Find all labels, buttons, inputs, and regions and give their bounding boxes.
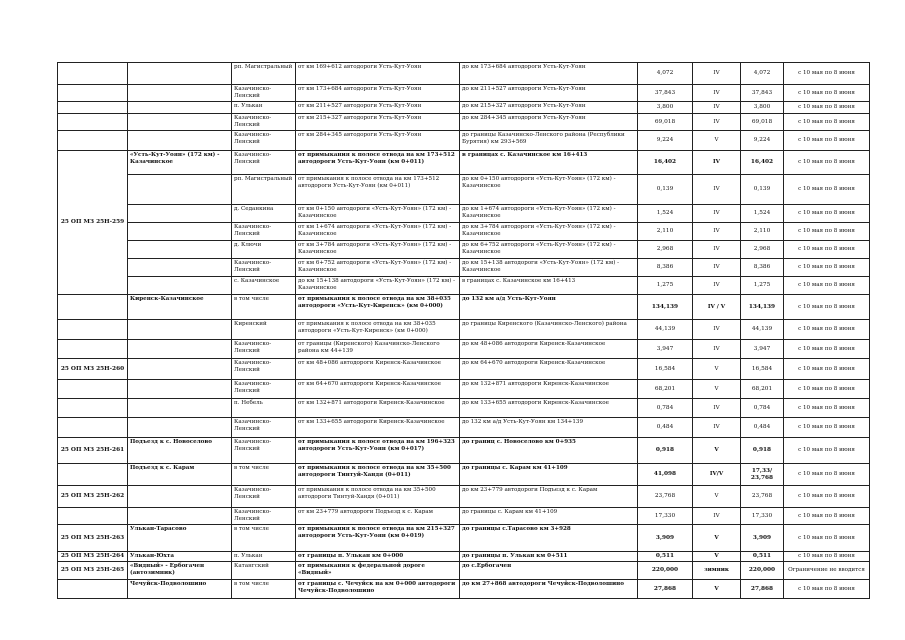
restricted-length-cell: 17,330 [741, 508, 784, 525]
segment-end-cell: до км 1+674 автодороги «Усть-Кут-Уоян» (172 км) - Казачинское [460, 205, 638, 223]
restriction-period-cell: с 10 мая по 8 июня [784, 295, 870, 320]
segment-start-cell: от км 284+345 автодороги Усть-Кут-Уоян [296, 131, 460, 151]
restricted-length-cell: 3,800 [741, 102, 784, 114]
restriction-period-cell: с 10 мая по 8 июня [784, 320, 870, 340]
restriction-period-cell: с 10 мая по 8 июня [784, 508, 870, 525]
road-name-cell [128, 223, 232, 241]
table-row [58, 340, 870, 359]
segment-end-cell: до границы с.Тарасово км 3+928 [460, 525, 638, 552]
restriction-period-cell: с 10 мая по 8 июня [784, 525, 870, 552]
restricted-length-cell: 0,484 [741, 418, 784, 438]
category-cell: IV [693, 175, 741, 205]
category-cell: IV [693, 418, 741, 438]
segment-start-cell: от примыкания к полосе отвода на км 35+500 автодороги Тинтуй-Хандя (0+011) [296, 464, 460, 486]
table-row [58, 508, 870, 525]
length-cell: 220,000 [638, 562, 693, 580]
category-cell: IV [693, 85, 741, 102]
segment-start-cell: от км 1+674 автодороги «Усть-Кут-Уоян» (172 км) - Казачинское [296, 223, 460, 241]
segment-end-cell: до км 215+327 автодороги Усть-Кут-Уоян [460, 102, 638, 114]
restricted-length-cell: 27,868 [741, 580, 784, 599]
road-code-cell [58, 380, 128, 399]
category-cell: IV [693, 241, 741, 259]
road-name-cell: Подъезд к с. Карам [128, 464, 232, 486]
segment-start-cell: от км 133+655 автодороги Киренск-Казачинское [296, 418, 460, 438]
restriction-period-cell: с 10 мая по 8 июня [784, 340, 870, 359]
table-row [58, 438, 870, 464]
length-cell: 0,784 [638, 399, 693, 418]
segment-end-cell: до границы Киренского (Казачинско-Ленского) района [460, 320, 638, 340]
restricted-length-cell: 68,201 [741, 380, 784, 399]
restricted-length-cell: 44,139 [741, 320, 784, 340]
road-code-cell: 25 ОП МЗ 25Н-261 [58, 438, 128, 464]
segment-end-cell: до км 0+150 автодороги «Усть-Кут-Уоян» (172 км) - Казачинское [460, 175, 638, 205]
road-name-cell [128, 380, 232, 399]
segment-end-cell: до границ с. Новоселово км 0+935 [460, 438, 638, 464]
category-cell: IV [693, 151, 741, 175]
length-cell: 23,768 [638, 486, 693, 508]
restricted-length-cell: 3,909 [741, 525, 784, 552]
segment-start-cell: от км 211+527 автодороги Усть-Кут-Уоян [296, 102, 460, 114]
restricted-length-cell: 0,511 [741, 552, 784, 562]
district-cell: п. Улькан [232, 552, 296, 562]
segment-end-cell: до км 6+752 автодороги «Усть-Кут-Уоян» (172 км) - Казачинское [460, 241, 638, 259]
road-name-cell: «Усть-Кут-Уоян» (172 км) - Казачинское [128, 151, 232, 175]
category-cell: IV/V [693, 464, 741, 486]
category-cell: IV [693, 63, 741, 85]
category-cell: V [693, 580, 741, 599]
restriction-period-cell: с 10 мая по 8 июня [784, 359, 870, 380]
district-cell: Казачинско-Ленский [232, 259, 296, 277]
restriction-period-cell: с 10 мая по 8 июня [784, 241, 870, 259]
segment-start-cell: от км 173+684 автодороги Усть-Кут-Уоян [296, 85, 460, 102]
segment-start-cell: от примыкания к полосе отвода на км 173+512 автодороги Усть-Кут-Уоян (км 0+011) [296, 175, 460, 205]
length-cell: 0,484 [638, 418, 693, 438]
length-cell: 3,909 [638, 525, 693, 552]
restricted-length-cell: 4,072 [741, 63, 784, 85]
segment-end-cell: до км 15+138 автодороги «Усть-Кут-Уоян» (172 км) - Казачинское [460, 259, 638, 277]
restriction-period-cell: с 10 мая по 8 июня [784, 102, 870, 114]
length-cell: 3,800 [638, 102, 693, 114]
category-cell: IV [693, 205, 741, 223]
restriction-period-cell: с 10 мая по 8 июня [784, 486, 870, 508]
segment-end-cell: до границы Казачинско-Ленского района (Республики Бурятия) км 293+569 [460, 131, 638, 151]
restriction-period-cell: с 10 мая по 8 июня [784, 85, 870, 102]
restricted-length-cell: 3,947 [741, 340, 784, 359]
road-name-cell: «Видный» - Ербогачен (автозимник) [128, 562, 232, 580]
road-name-cell [128, 399, 232, 418]
length-cell: 2,968 [638, 241, 693, 259]
length-cell: 8,386 [638, 259, 693, 277]
length-cell: 3,947 [638, 340, 693, 359]
segment-end-cell: до границы п. Улькан км 0+511 [460, 552, 638, 562]
restriction-period-cell: с 10 мая по 8 июня [784, 277, 870, 295]
district-cell: Казачинско-Ленский [232, 359, 296, 380]
road-code-cell [58, 508, 128, 525]
length-cell: 68,201 [638, 380, 693, 399]
district-cell: п. Улькан [232, 102, 296, 114]
table-row [58, 114, 870, 131]
segment-start-cell: от км 48+086 автодороги Киренск-Казачинское [296, 359, 460, 380]
district-cell: Катангский [232, 562, 296, 580]
road-restriction-table [57, 62, 870, 599]
table-row [58, 295, 870, 320]
length-cell: 9,224 [638, 131, 693, 151]
road-name-cell [128, 340, 232, 359]
district-cell: в том числе [232, 464, 296, 486]
road-code-cell: 25 ОП МЗ 25Н-265 [58, 562, 128, 580]
restriction-period-cell: с 10 мая по 8 июня [784, 438, 870, 464]
table-row [58, 223, 870, 241]
district-cell: Казачинско-Ленский [232, 380, 296, 399]
restriction-period-cell: с 10 мая по 8 июня [784, 464, 870, 486]
segment-end-cell: до км 133+655 автодороги Киренск-Казачинское [460, 399, 638, 418]
table-row [58, 277, 870, 295]
district-cell: в том числе [232, 525, 296, 552]
segment-end-cell: до км 3+784 автодороги «Усть-Кут-Уоян» (172 км) - Казачинское [460, 223, 638, 241]
road-name-cell: Киренск-Казачинское [128, 295, 232, 320]
restricted-length-cell: 1,524 [741, 205, 784, 223]
district-cell: Казачинско-Ленский [232, 486, 296, 508]
road-code-cell [58, 63, 128, 85]
district-cell: в том числе [232, 295, 296, 320]
segment-end-cell: до границы с. Карам км 41+109 [460, 508, 638, 525]
restriction-period-cell: с 10 мая по 8 июня [784, 552, 870, 562]
length-cell: 27,868 [638, 580, 693, 599]
segment-end-cell: до км 284+345 автодороги Усть-Кут-Уоян [460, 114, 638, 131]
road-code-cell: 25 ОП МЗ 25Н-263 [58, 525, 128, 552]
restriction-period-cell: с 10 мая по 8 июня [784, 205, 870, 223]
segment-start-cell: от км 215+327 автодороги Усть-Кут-Уоян [296, 114, 460, 131]
segment-start-cell: от примыкания к полосе отвода на км 35+500 автодороги Тинтуй-Хандя (0+011) [296, 486, 460, 508]
table-row [58, 418, 870, 438]
segment-start-cell: от примыкания к федеральной дороге «Видный» [296, 562, 460, 580]
segment-end-cell: до 132 км а/д Усть-Кут-Уоян км 134+139 [460, 418, 638, 438]
restricted-length-cell: 2,968 [741, 241, 784, 259]
district-cell: в том числе [232, 580, 296, 599]
segment-start-cell: от км 0+150 автодороги «Усть-Кут-Уоян» (172 км) - Казачинское [296, 205, 460, 223]
length-cell: 41,098 [638, 464, 693, 486]
segment-start-cell: от примыкания к полосе отвода на км 173+512 автодороги Усть-Кут-Уоян (км 0+011) [296, 151, 460, 175]
road-code-cell: 25 ОП МЗ 25Н-259 [58, 151, 128, 295]
district-cell: Казачинско-Ленский [232, 151, 296, 175]
restricted-length-cell: 37,843 [741, 85, 784, 102]
category-cell: IV [693, 399, 741, 418]
road-name-cell: Чечуйск-Подволошино [128, 580, 232, 599]
length-cell: 1,524 [638, 205, 693, 223]
table-row [58, 320, 870, 340]
category-cell: IV [693, 320, 741, 340]
table-row [58, 562, 870, 580]
road-code-cell [58, 102, 128, 114]
road-code-cell [58, 320, 128, 340]
segment-end-cell: до км 132+871 автодороги Киренск-Казачинское [460, 380, 638, 399]
restricted-length-cell: 16,402 [741, 151, 784, 175]
road-code-cell [58, 399, 128, 418]
road-name-cell [128, 241, 232, 259]
table-row [58, 151, 870, 175]
road-name-cell [128, 259, 232, 277]
road-code-cell [58, 114, 128, 131]
category-cell: зимник [693, 562, 741, 580]
restriction-period-cell: с 10 мая по 8 июня [784, 175, 870, 205]
table-row [58, 486, 870, 508]
category-cell: V [693, 131, 741, 151]
segment-start-cell: от км 132+871 автодороги Киренск-Казачинское [296, 399, 460, 418]
district-cell: Казачинско-Ленский [232, 418, 296, 438]
restricted-length-cell: 0,784 [741, 399, 784, 418]
district-cell: Казачинско-Ленский [232, 340, 296, 359]
restriction-period-cell: с 10 мая по 8 июня [784, 380, 870, 399]
restricted-length-cell: 2,110 [741, 223, 784, 241]
category-cell: IV / V [693, 295, 741, 320]
segment-end-cell: до км 27+868 автодороги Чечуйск-Подволошино [460, 580, 638, 599]
table-row [58, 102, 870, 114]
segment-end-cell: до км 211+527 автодороги Усть-Кут-Уоян [460, 85, 638, 102]
table-row [58, 464, 870, 486]
road-code-cell [58, 580, 128, 599]
road-code-cell [58, 295, 128, 320]
restriction-period-cell: с 10 мая по 8 июня [784, 63, 870, 85]
road-name-cell [128, 486, 232, 508]
road-code-cell: 25 ОП МЗ 25Н-262 [58, 486, 128, 508]
table-row [58, 552, 870, 562]
road-name-cell [128, 102, 232, 114]
district-cell: д. Седанкина [232, 205, 296, 223]
length-cell: 2,110 [638, 223, 693, 241]
segment-start-cell: от границы (Киренского) Казачинско-Ленского района км 44+139 [296, 340, 460, 359]
category-cell: V [693, 359, 741, 380]
restricted-length-cell: 23,768 [741, 486, 784, 508]
segment-end-cell: до с.Ербогачен [460, 562, 638, 580]
length-cell: 4,072 [638, 63, 693, 85]
segment-start-cell: от границы п. Улькан км 0+000 [296, 552, 460, 562]
length-cell: 0,918 [638, 438, 693, 464]
length-cell: 16,584 [638, 359, 693, 380]
table-row [58, 359, 870, 380]
road-name-cell [128, 131, 232, 151]
category-cell: IV [693, 340, 741, 359]
segment-end-cell: до км 173+684 автодороги Усть-Кут-Уоян [460, 63, 638, 85]
table-row [58, 580, 870, 599]
segment-start-cell: от км 169+612 автодороги Усть-Кут-Уоян [296, 63, 460, 85]
restriction-period-cell: с 10 мая по 8 июня [784, 114, 870, 131]
table-row [58, 131, 870, 151]
length-cell: 44,139 [638, 320, 693, 340]
road-name-cell [128, 508, 232, 525]
restricted-length-cell: 17,33/ 23,768 [741, 464, 784, 486]
table-row [58, 175, 870, 205]
segment-end-cell: в границах с. Казачинское км 16+413 [460, 151, 638, 175]
road-name-cell [128, 277, 232, 295]
category-cell: IV [693, 223, 741, 241]
restricted-length-cell: 0,918 [741, 438, 784, 464]
road-name-cell [128, 205, 232, 223]
category-cell: IV [693, 259, 741, 277]
district-cell: рп. Магистральный [232, 63, 296, 85]
segment-start-cell: от границы с. Чечуйск на км 0+000 автодороги Чечуйск-Подволошино [296, 580, 460, 599]
segment-end-cell: до 132 км а/д Усть-Кут-Уоян [460, 295, 638, 320]
road-name-cell [128, 114, 232, 131]
category-cell: V [693, 486, 741, 508]
district-cell: Казачинско-Ленский [232, 223, 296, 241]
road-name-cell [128, 63, 232, 85]
road-name-cell [128, 175, 232, 205]
restriction-period-cell: с 10 мая по 8 июня [784, 223, 870, 241]
road-code-cell: 25 ОП МЗ 25Н-260 [58, 359, 128, 380]
restricted-length-cell: 134,139 [741, 295, 784, 320]
category-cell: IV [693, 277, 741, 295]
length-cell: 16,402 [638, 151, 693, 175]
road-name-cell: Улькан-Тарасово [128, 525, 232, 552]
district-cell: д. Ключи [232, 241, 296, 259]
restricted-length-cell: 0,139 [741, 175, 784, 205]
road-name-cell [128, 359, 232, 380]
table-row [58, 259, 870, 277]
restricted-length-cell: 220,000 [741, 562, 784, 580]
district-cell: Казачинско-Ленский [232, 508, 296, 525]
category-cell: IV [693, 508, 741, 525]
restriction-period-cell: с 10 мая по 8 июня [784, 580, 870, 599]
segment-start-cell: от примыкания к полосе отвода на км 38+035 автодороги «Усть-Кут-Киренск» (км 0+000) [296, 295, 460, 320]
road-name-cell: Подъезд к с. Новоселово [128, 438, 232, 464]
table-body [58, 63, 870, 599]
restriction-period-cell: с 10 мая по 8 июня [784, 259, 870, 277]
district-cell: рп. Магистральный [232, 175, 296, 205]
road-name-cell [128, 418, 232, 438]
table-row [58, 241, 870, 259]
table-row [58, 380, 870, 399]
segment-end-cell: в границах с. Казачинское км 16+413 [460, 277, 638, 295]
length-cell: 0,139 [638, 175, 693, 205]
table-row [58, 205, 870, 223]
length-cell: 69,018 [638, 114, 693, 131]
segment-start-cell: от примыкания к полосе отвода на км 38+035 автодороги «Усть-Кут-Киренск» (км 0+000) [296, 320, 460, 340]
road-name-cell: Улькан-Юхта [128, 552, 232, 562]
restriction-period-cell: с 10 мая по 8 июня [784, 131, 870, 151]
length-cell: 0,511 [638, 552, 693, 562]
restricted-length-cell: 16,584 [741, 359, 784, 380]
road-code-cell: 25 ОП МЗ 25Н-264 [58, 552, 128, 562]
length-cell: 37,843 [638, 85, 693, 102]
category-cell: IV [693, 114, 741, 131]
restricted-length-cell: 69,018 [741, 114, 784, 131]
district-cell: Казачинско-Ленский [232, 114, 296, 131]
segment-start-cell: до км 15+138 автодороги «Усть-Кут-Уоян» (172 км) - Казачинское [296, 277, 460, 295]
segment-start-cell: от примыкания к полосе отвода на км 215+327 автодороги Усть-Кут-Уоян (км 0+019) [296, 525, 460, 552]
category-cell: IV [693, 102, 741, 114]
category-cell: V [693, 380, 741, 399]
road-name-cell [128, 320, 232, 340]
road-code-cell [58, 131, 128, 151]
segment-start-cell: от км 3+784 автодороги «Усть-Кут-Уоян» (172 км) - Казачинское [296, 241, 460, 259]
segment-end-cell: до км 64+670 автодороги Киренск-Казачинское [460, 359, 638, 380]
segment-start-cell: от км 23+779 автодороги Подъезд к с. Карам [296, 508, 460, 525]
length-cell: 1,275 [638, 277, 693, 295]
segment-start-cell: от км 64+670 автодороги Киренск-Казачинское [296, 380, 460, 399]
category-cell: V [693, 438, 741, 464]
table-row [58, 85, 870, 102]
road-code-cell [58, 464, 128, 486]
table-row [58, 525, 870, 552]
category-cell: V [693, 552, 741, 562]
district-cell: Киренский [232, 320, 296, 340]
restriction-period-cell: с 10 мая по 8 июня [784, 399, 870, 418]
road-code-cell [58, 340, 128, 359]
district-cell: п. Небель [232, 399, 296, 418]
table-row [58, 63, 870, 85]
district-cell: Казачинско-Ленский [232, 85, 296, 102]
restriction-period-cell: Ограничение не вводится [784, 562, 870, 580]
restricted-length-cell: 1,275 [741, 277, 784, 295]
road-code-cell [58, 85, 128, 102]
length-cell: 17,330 [638, 508, 693, 525]
segment-start-cell: от км 6+752 автодороги «Усть-Кут-Уоян» (172 км) - Казачинское [296, 259, 460, 277]
segment-end-cell: до границы с. Карам км 41+109 [460, 464, 638, 486]
restricted-length-cell: 9,224 [741, 131, 784, 151]
restriction-period-cell: с 10 мая по 8 июня [784, 151, 870, 175]
segment-end-cell: до км 23+779 автодороги Подъезд к с. Карам [460, 486, 638, 508]
category-cell: V [693, 525, 741, 552]
district-cell: Казачинско-Ленский [232, 438, 296, 464]
segment-end-cell: до км 48+086 автодороги Киренск-Казачинское [460, 340, 638, 359]
road-name-cell [128, 85, 232, 102]
district-cell: с. Казачинское [232, 277, 296, 295]
restricted-length-cell: 8,386 [741, 259, 784, 277]
restriction-period-cell: с 10 мая по 8 июня [784, 418, 870, 438]
road-code-cell [58, 418, 128, 438]
segment-start-cell: от примыкания к полосе отвода на км 196+323 автодороги Усть-Кут-Уоян (км 0+017) [296, 438, 460, 464]
table-row [58, 399, 870, 418]
length-cell: 134,139 [638, 295, 693, 320]
district-cell: Казачинско-Ленский [232, 131, 296, 151]
